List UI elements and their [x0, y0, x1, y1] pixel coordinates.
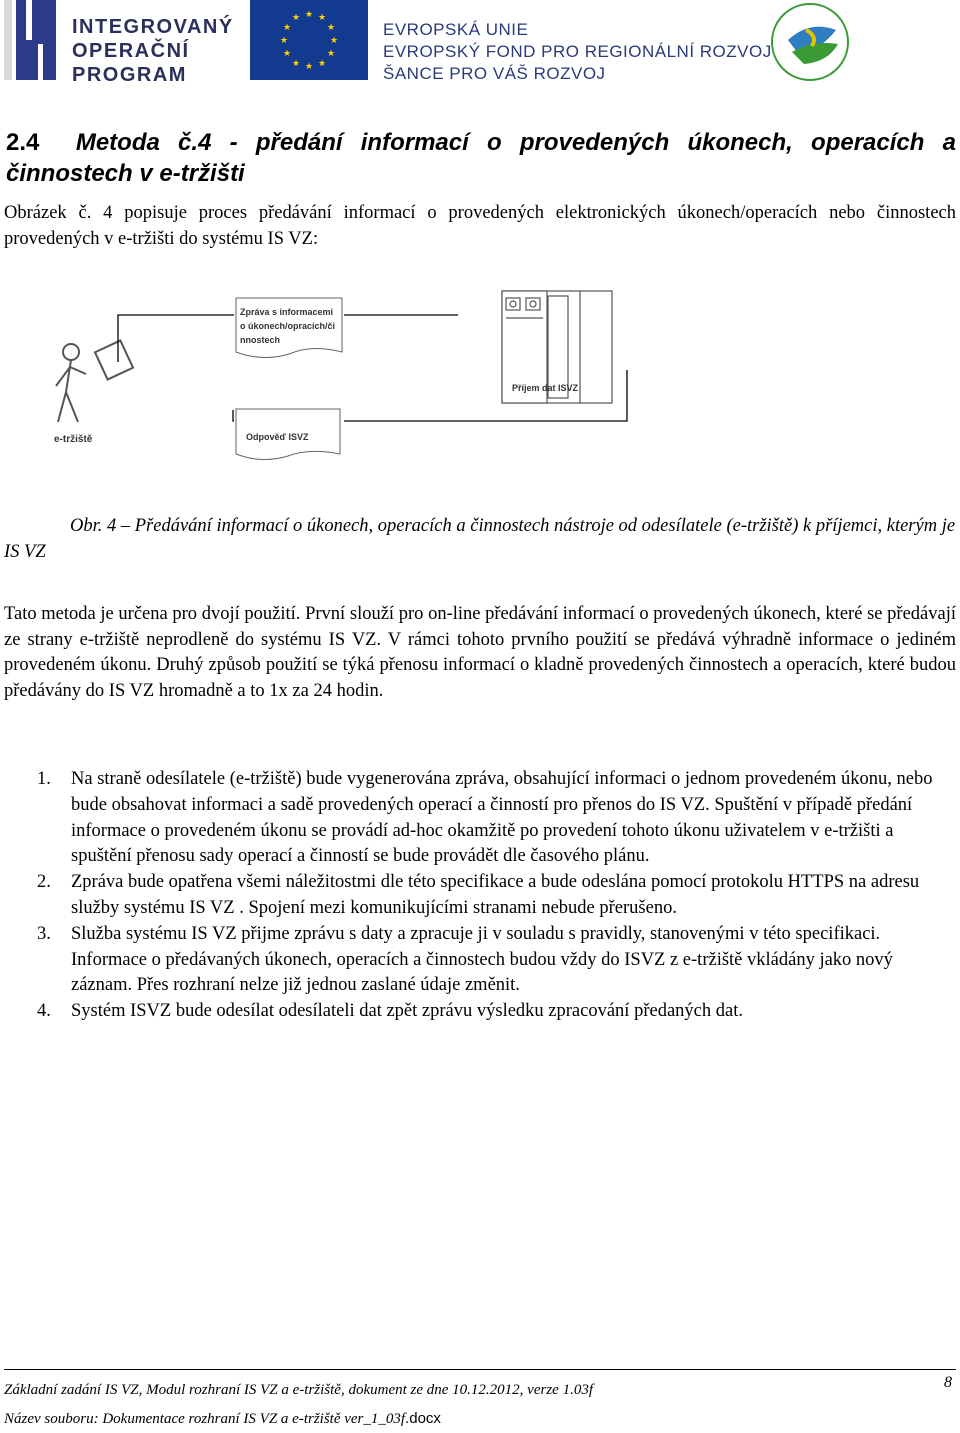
iop-logo-gray-bar [4, 0, 12, 80]
svg-text:★: ★ [282, 49, 292, 59]
list-item [0, 999, 940, 1025]
body-paragraph: Tato metoda je určena pro dvojí použití. První slouží pro on-line předávání informací o provedených úkonech, které se předávají ze strany e-tržiště neprodleně do systému IS VZ. V rámci tohoto prvního použití se předává výhradně informace o jediném provedeném úkonu. Druhý způsob použití se týká přenosu informací o kladně provedených činnostech a operacích, které budou předávány do IS VZ hromadně a to 1x za 24 hodin. [4, 604, 956, 701]
arrow-to-message [118, 315, 234, 362]
process-figure [40, 282, 640, 472]
footer-rule [4, 1369, 956, 1370]
step-text: Zpráva bude opatřena všemi náležitostmi dle této specifikace a bude odeslána pomocí protokolu HTTPS na adresu služby systému IS VZ . Spojení mezi komunikujícími stranami nebude přerušeno. [71, 872, 920, 918]
figure-caption: Obr. 4 – Předávání informací o úkonech, operacích a činnostech nástroje od odesílatele (e-tržiště) k příjemci, kterým je IS VZ [4, 516, 956, 562]
receiver-label: Příjem dat ISVZ [512, 383, 579, 393]
footer-filename-ext: .docx [405, 1410, 441, 1427]
svg-text:★: ★ [326, 23, 336, 33]
response-label: Odpověď ISVZ [246, 432, 309, 442]
step-text: Na straně odesílatele (e-tržiště) bude vygenerována zpráva, obsahující informaci o jednom provedeném úkonu, nebo bude obsahovat informaci a sadě provedených operací a činností pro přenos do IS VZ. Spuštění v případě předání informace o provedeném úkonu se provádí ad-hoc okamžitě po provedení tohoto úkonu uživatelem v e-tržišti a spuštění přenosu sady operací a činností se bude provádět dle časového plánu. [71, 769, 933, 867]
svg-text:★: ★ [291, 13, 301, 23]
svg-text:★: ★ [282, 23, 292, 33]
iop-logo-line-2: OPERAČNÍ [72, 40, 190, 62]
step-number: 3. [37, 923, 51, 944]
intro-paragraph: Obrázek č. 4 popisuje proces předávání informací o provedených elektronických úkonech/operacích nebo činnostech provedených v e-tržišti do systému IS VZ: [4, 203, 956, 249]
step-number: 2. [37, 872, 51, 893]
svg-text:★: ★ [304, 10, 314, 20]
svg-text:★: ★ [326, 49, 336, 59]
page-number: 8 [944, 1374, 952, 1391]
svg-text:★: ★ [291, 59, 301, 69]
section-heading [6, 127, 956, 189]
list-item [0, 767, 940, 870]
steps-list [0, 767, 940, 1025]
svg-text:★: ★ [329, 36, 339, 46]
message-document [236, 298, 342, 358]
footer-document-info: Základní zadání IS VZ, Modul rozhraní IS VZ a e-tržiště, dokument ze dne 10.12.2012, verze 1.03f [4, 1382, 593, 1398]
list-item [0, 922, 940, 999]
person-icon [56, 340, 133, 422]
response-document [236, 409, 340, 460]
mmr-logo [748, 0, 872, 84]
eu-text-line-1: EVROPSKÁ UNIE [383, 20, 529, 39]
list-item [0, 870, 940, 922]
step-text: Služba systému IS VZ přijme zprávu s daty a zpracuje ji v souladu s pravidly, stanovenými v této specifikaci. Informace o předávaných úkonech, operacích a činnostech budou vždy do ISVZ z e-tržiště vkládány jako nový záznam. Přes rozhraní nelze již jednou zaslané údaje změnit. [71, 923, 893, 996]
step-number: 4. [37, 1001, 51, 1022]
sender-label: e-tržiště [54, 434, 93, 445]
svg-text:★: ★ [279, 36, 289, 46]
iop-logo-line-1: INTEGROVANÝ [72, 16, 234, 38]
eu-text-line-2: EVROPSKÝ FOND PRO REGIONÁLNÍ ROZVOJ [383, 42, 772, 61]
step-number: 1. [37, 769, 51, 789]
message-label-1: Zpráva s informacemi [240, 307, 334, 317]
message-label-3: nnostech [240, 335, 281, 345]
iop-logo-line-3: PROGRAM [72, 64, 187, 86]
svg-text:★: ★ [304, 62, 314, 72]
svg-text:★: ★ [317, 59, 327, 69]
section-title: Metoda č.4 - předání informací o provedených úkonech, operacích a činnostech v e-tržišti [6, 129, 956, 187]
step-text: Systém ISVZ bude odesílat odesílateli dat zpět zprávu výsledku zpracování předaných dat. [71, 1001, 743, 1022]
iop-logo-mark [16, 0, 56, 80]
footer-filename [4, 1410, 441, 1428]
eu-text-line-3: ŠANCE PRO VÁŠ ROZVOJ [383, 64, 606, 83]
eu-flag-icon [250, 0, 368, 80]
section-number: 2.4 [6, 129, 40, 156]
footer-filename-prefix: Název souboru: Dokumentace rozhraní IS VZ a e-tržiště ver_1_03f [4, 1411, 406, 1427]
message-label-2: o úkonech/opracích/či [240, 321, 336, 331]
svg-text:★: ★ [317, 13, 327, 23]
